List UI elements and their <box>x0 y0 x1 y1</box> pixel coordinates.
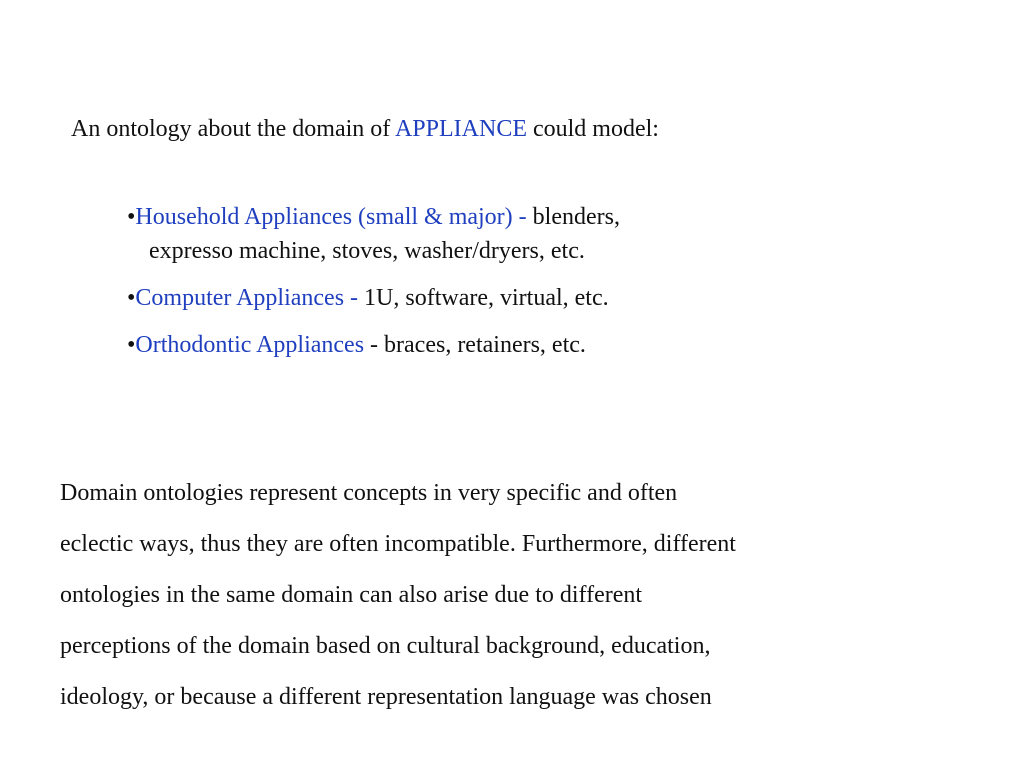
bullet-examples: blenders, <box>532 204 620 230</box>
explanation-paragraph <box>60 468 960 723</box>
bullet-examples: 1U, software, virtual, etc. <box>364 285 609 311</box>
paragraph-line: ideology, or because a different representation language was chosen <box>60 684 712 710</box>
bullet-category: Orthodontic Appliances <box>135 332 365 358</box>
bullet-computer-appliances <box>127 281 847 315</box>
bullet-marker: • <box>127 204 136 230</box>
paragraph-line: eclectic ways, thus they are often incompatible. Furthermore, different <box>60 531 736 557</box>
bullet-examples: - braces, retainers, etc. <box>364 332 586 358</box>
intro-domain-term: APPLIANCE <box>394 116 527 142</box>
intro-text-after: could model: <box>526 116 659 142</box>
paragraph-line: ontologies in the same domain can also arise due to different <box>60 582 643 608</box>
bullet-category: Household Appliances (small & major) - <box>135 204 533 230</box>
bullet-orthodontic-appliances <box>127 328 847 362</box>
appliance-bullet-list <box>127 200 847 362</box>
bullet-marker: • <box>127 332 136 358</box>
bullet-household-appliances <box>127 200 847 268</box>
intro-text-before: An ontology about the domain of <box>71 116 395 142</box>
bullet-marker: • <box>127 285 136 311</box>
bullet-category: Computer Appliances - <box>135 285 365 311</box>
intro-heading <box>71 112 659 146</box>
paragraph-line: perceptions of the domain based on cultural background, education, <box>60 633 711 659</box>
bullet-examples-continued: expresso machine, stoves, washer/dryers, etc. <box>149 238 585 264</box>
paragraph-line: Domain ontologies represent concepts in very specific and often <box>60 480 678 506</box>
